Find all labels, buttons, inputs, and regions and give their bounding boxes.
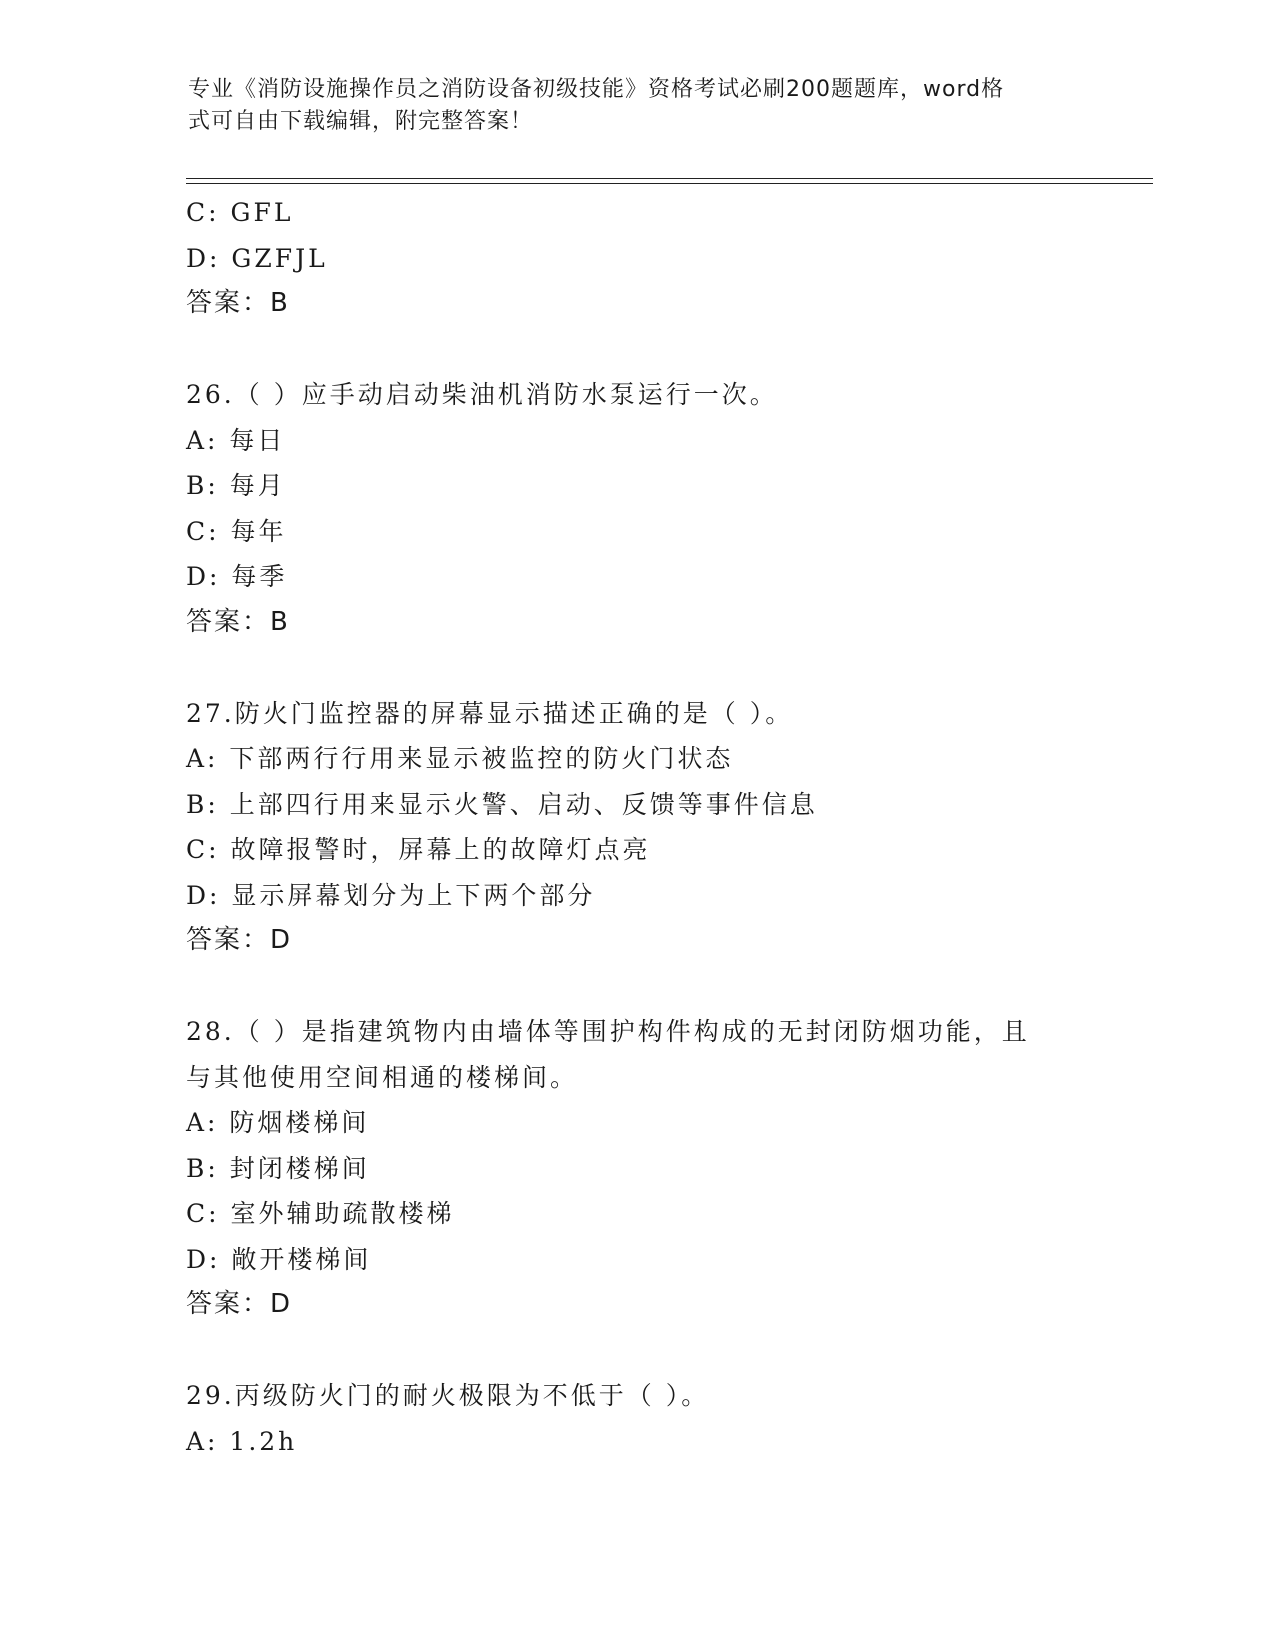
header-line-2: 式可自由下载编辑，附完整答案！ bbox=[188, 109, 534, 134]
question-stem: 26.（ ）应手动启动柴油机消防水泵运行一次。 bbox=[186, 380, 778, 409]
spacer bbox=[186, 964, 1086, 1010]
option-c: C: 室外辅助疏散楼梯 bbox=[186, 1199, 455, 1228]
header-divider-bottom bbox=[186, 183, 1153, 184]
spacer bbox=[186, 1328, 1086, 1374]
option-a: A: 1.2h bbox=[186, 1426, 298, 1456]
question-25-tail bbox=[186, 190, 1086, 327]
question-stem: 29.丙级防火门的耐火极限为不低于（ ）。 bbox=[186, 1381, 710, 1410]
question-stem: 27.防火门监控器的屏幕显示描述正确的是（ ）。 bbox=[186, 698, 794, 728]
question-stem-line-2: 与其他使用空间相通的楼梯间。 bbox=[186, 1062, 579, 1092]
spacer bbox=[186, 645, 1086, 691]
option-d: D: 显示屏幕划分为上下两个部分 bbox=[186, 880, 596, 910]
answer: 答案：B bbox=[186, 288, 290, 318]
answer: 答案：B bbox=[186, 606, 290, 637]
option-c: C: 每年 bbox=[186, 516, 287, 546]
option-a: A: 防烟楼梯间 bbox=[186, 1108, 370, 1137]
option-b: B: 封闭楼梯间 bbox=[186, 1153, 370, 1183]
question-list bbox=[186, 190, 1086, 1464]
spacer bbox=[186, 327, 1086, 373]
question-stem-line-1: 28.（ ）是指建筑物内由墙体等围护构件构成的无封闭防烟功能，且 bbox=[186, 1017, 1030, 1046]
option-d: D: GZFJL bbox=[186, 243, 328, 273]
option-c: C: 故障报警时，屏幕上的故障灯点亮 bbox=[186, 835, 651, 864]
option-a: A: 每日 bbox=[186, 425, 286, 455]
option-c: C: GFL bbox=[186, 198, 294, 227]
header-line-1: 专业《消防设施操作员之消防设备初级技能》资格考试必刷200题题库，word格 bbox=[188, 77, 1005, 102]
header-divider-top bbox=[186, 178, 1153, 179]
question-26 bbox=[186, 372, 1086, 645]
option-b: B: 每月 bbox=[186, 471, 286, 500]
option-d: D: 敞开楼梯间 bbox=[186, 1244, 372, 1274]
answer: 答案：D bbox=[186, 925, 293, 955]
page-header bbox=[188, 74, 1068, 138]
question-27 bbox=[186, 691, 1086, 964]
question-29 bbox=[186, 1373, 1086, 1464]
option-a: A: 下部两行行用来显示被监控的防火门状态 bbox=[186, 744, 734, 773]
answer: 答案：D bbox=[186, 1289, 293, 1319]
question-28 bbox=[186, 1009, 1086, 1328]
option-d: D: 每季 bbox=[186, 562, 288, 591]
option-b: B: 上部四行用来显示火警、启动、反馈等事件信息 bbox=[186, 789, 818, 819]
